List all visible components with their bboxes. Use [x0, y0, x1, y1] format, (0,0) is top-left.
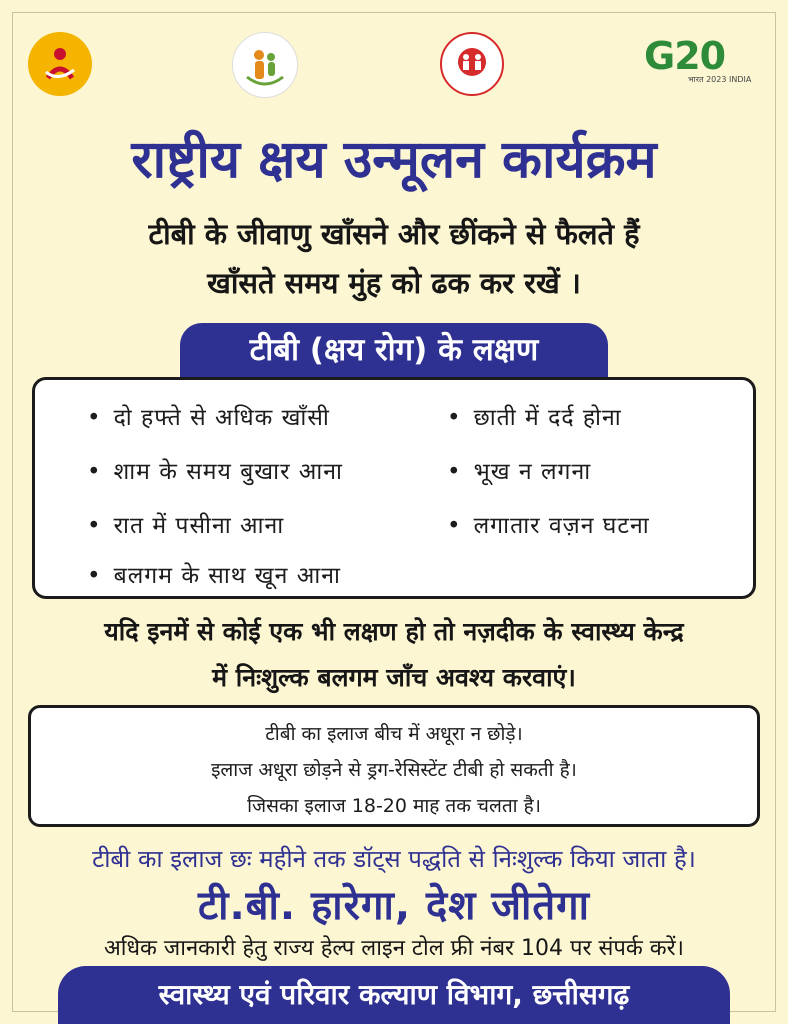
warning-line: टीबी का इलाज बीच में अधूरा न छोड़े। — [265, 723, 523, 745]
symptom-item: • लगातार वज़न घटना — [447, 508, 650, 540]
symptom-item: • बलगम के साथ खून आना — [87, 558, 341, 590]
nhm-emblem-icon — [442, 34, 502, 94]
symptom-item: • भूख न लगना — [447, 454, 591, 486]
symptom-item: • रात में पसीना आना — [87, 508, 284, 540]
slogan: टी.बी. हारेगा, देश जीतेगा — [197, 883, 591, 929]
g20-logo — [644, 34, 756, 98]
chhattisgarh-health-logo — [232, 32, 298, 96]
ntep-emblem-icon — [28, 32, 92, 96]
symptom-item: • छाती में दर्द होना — [447, 400, 622, 432]
symptom-item: • दो हफ्ते से अधिक खाँसी — [87, 400, 330, 432]
footer-department: स्वास्थ्य एवं परिवार कल्याण विभाग, छत्तीसगढ़ — [58, 966, 730, 1024]
treatment-line: टीबी का इलाज छः महीने तक डॉट्स पद्धति से निःशुल्क किया जाता है। — [92, 845, 696, 873]
family-icon — [233, 33, 297, 97]
subtitle-line-2: खाँसते समय मुंह को ढक कर रखें । — [207, 266, 581, 300]
warning-line: जिसका इलाज 18-20 माह तक चलता है। — [247, 795, 541, 817]
page-title: राष्ट्रीय क्षय उन्मूलन कार्यक्रम — [131, 130, 657, 190]
advice-line-1: यदि इनमें से कोई एक भी लक्षण हो तो नज़दीक के स्वास्थ्य केन्द्र — [104, 617, 684, 646]
g20-subtext: भारत 2023 INDIA — [688, 75, 752, 84]
helpline-line: अधिक जानकारी हेतु राज्य हेल्प लाइन टोल फ्री नंबर 104 पर संपर्क करें। — [104, 936, 684, 961]
subtitle-line-1: टीबी के जीवाणु खाँसने और छींकने से फैलते हैं — [148, 217, 640, 251]
symptom-item: • शाम के समय बुखार आना — [87, 454, 343, 486]
warning-line: इलाज अधूरा छोड़ने से ड्रग-रेसिस्टेंट टीबी हो सकती है। — [211, 759, 577, 781]
warning-box — [28, 705, 760, 827]
symptoms-heading: टीबी (क्षय रोग) के लक्षण — [180, 323, 608, 377]
symptoms-box — [32, 377, 756, 599]
ntep-logo — [28, 32, 92, 96]
nhm-logo — [440, 32, 504, 96]
advice-line-2: में निःशुल्क बलगम जाँच अवश्य करवाएं। — [212, 663, 576, 692]
g20-wordmark: G20 — [644, 34, 726, 78]
